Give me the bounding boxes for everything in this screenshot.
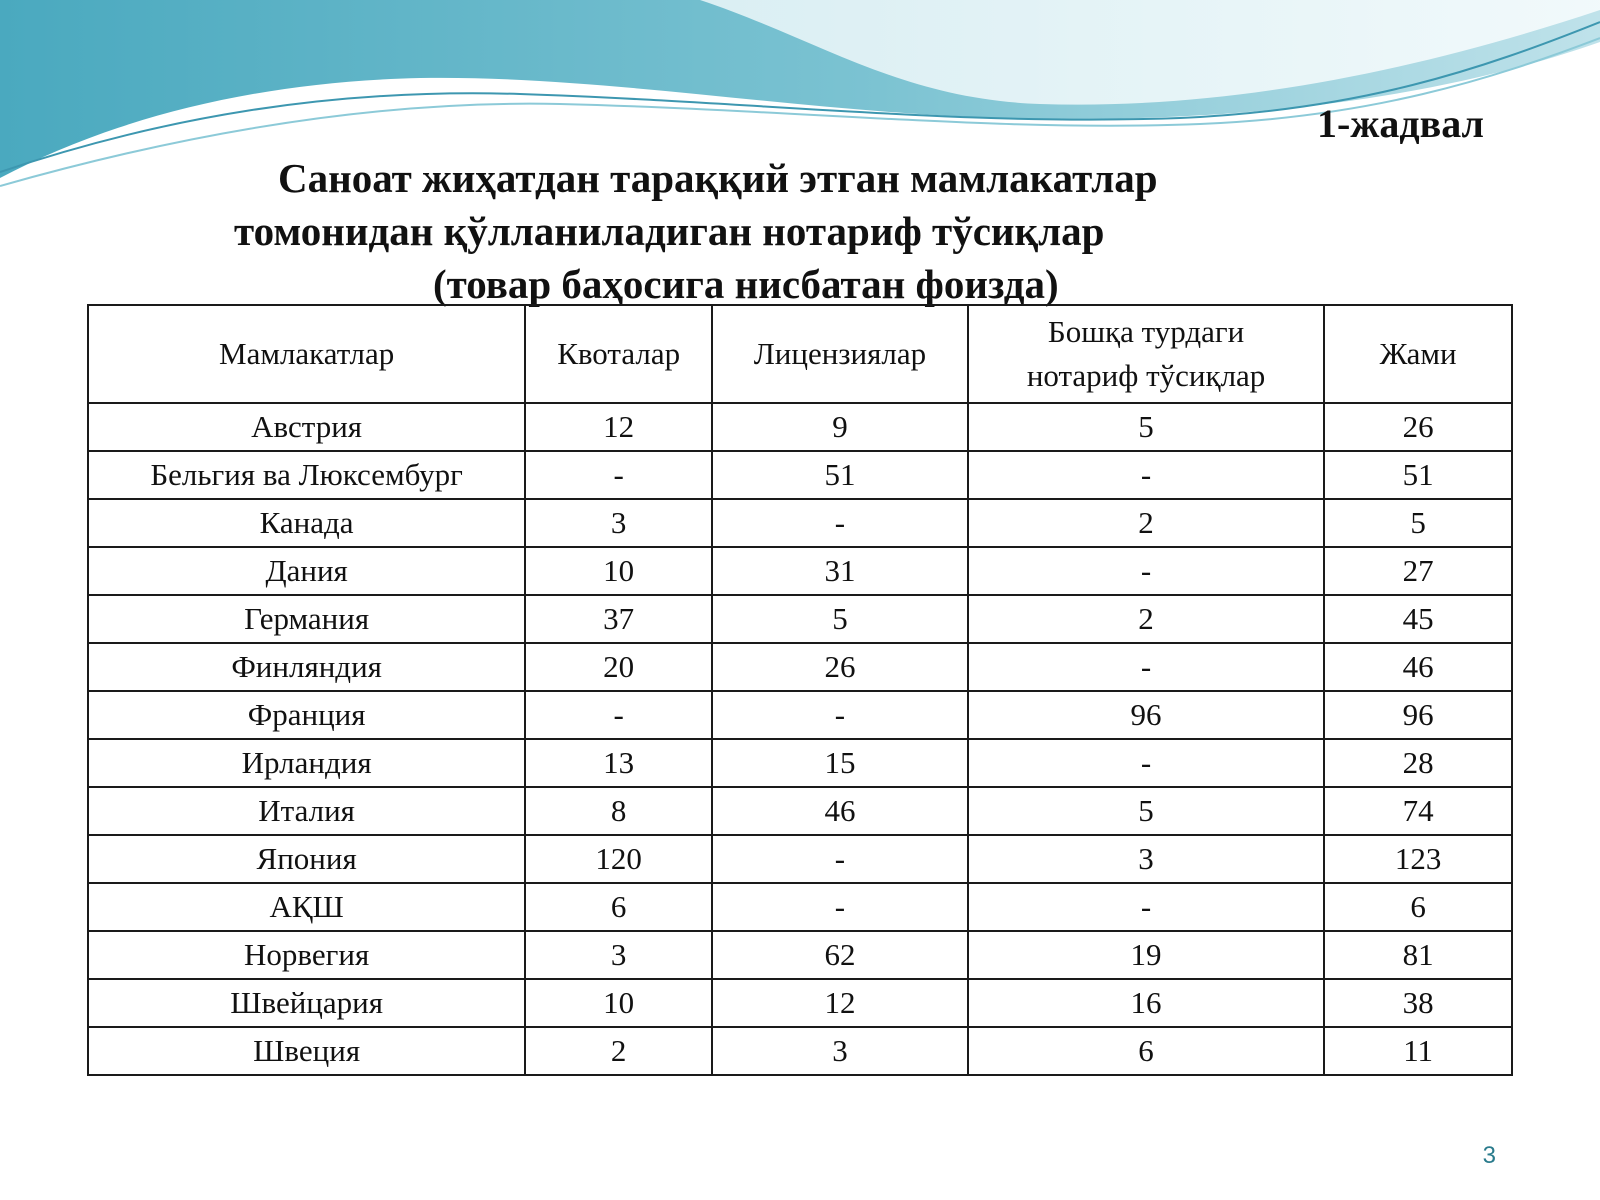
country-cell: Франция: [88, 691, 525, 739]
licenses-cell: 9: [712, 403, 968, 451]
total-cell: 5: [1324, 499, 1512, 547]
licenses-cell: 31: [712, 547, 968, 595]
other-barriers-cell: 5: [968, 787, 1324, 835]
other-barriers-cell: 2: [968, 595, 1324, 643]
title-line-3: (товар баҳосига нисбатан фоизда): [433, 261, 1059, 307]
licenses-cell: 46: [712, 787, 968, 835]
other-barriers-cell: 6: [968, 1027, 1324, 1075]
other-barriers-cell: -: [968, 451, 1324, 499]
non-tariff-barriers-table: [87, 304, 1513, 1076]
other-barriers-cell: 96: [968, 691, 1324, 739]
other-barriers-cell: -: [968, 739, 1324, 787]
table-row: [88, 787, 1512, 835]
header-total: Жами: [1324, 305, 1512, 403]
other-barriers-cell: -: [968, 547, 1324, 595]
other-barriers-cell: 2: [968, 499, 1324, 547]
page-number: 3: [1482, 1142, 1496, 1169]
other-barriers-cell: 5: [968, 403, 1324, 451]
quotas-cell: 120: [525, 835, 712, 883]
header-quotas: Квоталар: [525, 305, 712, 403]
licenses-cell: 3: [712, 1027, 968, 1075]
other-barriers-cell: 16: [968, 979, 1324, 1027]
table-row: [88, 1027, 1512, 1075]
quotas-cell: 8: [525, 787, 712, 835]
country-cell: Бельгия ва Люксембург: [88, 451, 525, 499]
country-cell: Дания: [88, 547, 525, 595]
quotas-cell: 10: [525, 979, 712, 1027]
title-line-1: Саноат жиҳатдан тараққий этган мамлакатлар: [278, 155, 1158, 201]
quotas-cell: 13: [525, 739, 712, 787]
country-cell: Финляндия: [88, 643, 525, 691]
licenses-cell: 12: [712, 979, 968, 1027]
total-cell: 46: [1324, 643, 1512, 691]
country-cell: Италия: [88, 787, 525, 835]
table-body: [88, 403, 1512, 1075]
licenses-cell: 26: [712, 643, 968, 691]
total-cell: 28: [1324, 739, 1512, 787]
country-cell: Япония: [88, 835, 525, 883]
quotas-cell: 37: [525, 595, 712, 643]
other-barriers-cell: -: [968, 883, 1324, 931]
total-cell: 38: [1324, 979, 1512, 1027]
quotas-cell: 3: [525, 499, 712, 547]
country-cell: Канада: [88, 499, 525, 547]
licenses-cell: -: [712, 691, 968, 739]
total-cell: 96: [1324, 691, 1512, 739]
total-cell: 6: [1324, 883, 1512, 931]
licenses-cell: -: [712, 499, 968, 547]
licenses-cell: -: [712, 835, 968, 883]
quotas-cell: 12: [525, 403, 712, 451]
country-cell: Швеция: [88, 1027, 525, 1075]
title-line-2: томонидан қўлланиладиган нотариф тўсиқлар: [234, 208, 1105, 254]
quotas-cell: 10: [525, 547, 712, 595]
quotas-cell: 6: [525, 883, 712, 931]
quotas-cell: 3: [525, 931, 712, 979]
country-cell: Австрия: [88, 403, 525, 451]
total-cell: 74: [1324, 787, 1512, 835]
slide-title: [0, 152, 1600, 311]
table-row: [88, 643, 1512, 691]
quotas-cell: -: [525, 691, 712, 739]
quotas-cell: 20: [525, 643, 712, 691]
table-row: [88, 739, 1512, 787]
total-cell: 26: [1324, 403, 1512, 451]
licenses-cell: -: [712, 883, 968, 931]
quotas-cell: -: [525, 451, 712, 499]
licenses-cell: 5: [712, 595, 968, 643]
table-row: [88, 595, 1512, 643]
licenses-cell: 15: [712, 739, 968, 787]
table-row: [88, 931, 1512, 979]
table-header-row: [88, 305, 1512, 403]
other-barriers-cell: 19: [968, 931, 1324, 979]
country-cell: АҚШ: [88, 883, 525, 931]
country-cell: Швейцария: [88, 979, 525, 1027]
table-row: [88, 403, 1512, 451]
country-cell: Норвегия: [88, 931, 525, 979]
licenses-cell: 62: [712, 931, 968, 979]
total-cell: 81: [1324, 931, 1512, 979]
quotas-cell: 2: [525, 1027, 712, 1075]
country-cell: Ирландия: [88, 739, 525, 787]
total-cell: 51: [1324, 451, 1512, 499]
header-countries: Мамлакатлар: [88, 305, 525, 403]
table-row: [88, 883, 1512, 931]
other-barriers-cell: -: [968, 643, 1324, 691]
table-row: [88, 547, 1512, 595]
table-row: [88, 979, 1512, 1027]
total-cell: 123: [1324, 835, 1512, 883]
total-cell: 45: [1324, 595, 1512, 643]
table-row: [88, 691, 1512, 739]
table-row: [88, 451, 1512, 499]
header-other-barriers: Бошқа турдаги нотариф тўсиқлар: [968, 305, 1324, 403]
country-cell: Германия: [88, 595, 525, 643]
table-row: [88, 499, 1512, 547]
table-number: 1-жадвал: [1317, 101, 1484, 146]
licenses-cell: 51: [712, 451, 968, 499]
total-cell: 27: [1324, 547, 1512, 595]
header-licenses: Лицензиялар: [712, 305, 968, 403]
other-barriers-cell: 3: [968, 835, 1324, 883]
total-cell: 11: [1324, 1027, 1512, 1075]
table-row: [88, 835, 1512, 883]
